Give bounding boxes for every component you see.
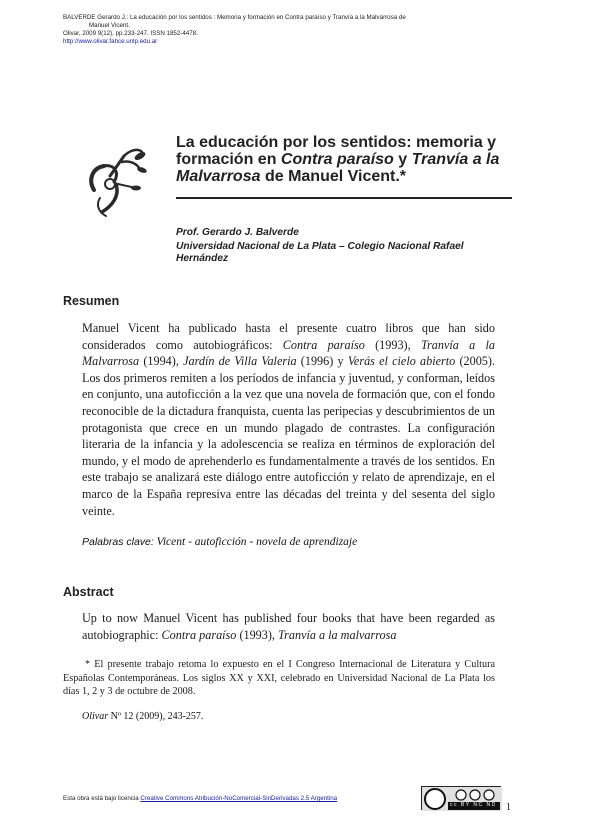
header-citation-line-1: BALVERDE Gerardo J.: La educación por los sentidos : Memoria y formación en Contra paraíso y Tranvía a la Malvarrosa de (63, 14, 406, 21)
keywords-label: Palabras clave: (82, 536, 154, 548)
page-number: 1 (506, 802, 511, 813)
running-header (63, 14, 533, 46)
footnote: * El presente trabajo retoma lo expuesto en el I Congreso Internacional de Literatura y Cultura Españolas Contemporáneas. Los siglos XX y XXI, celebrado en Universidad Nacional de La Plata los días 1, 2 y 3 de octubre de 2008. (63, 659, 495, 697)
keywords (82, 536, 357, 548)
author-affiliation: Universidad Nacional de La Plata – Colegio Nacional Rafael Hernández (176, 241, 464, 264)
abstract-paragraph: Up to now Manuel Vicent has published four books that have been regarded as autobiographic: Contra paraíso (1993), Tranvía a la malvarrosa (82, 611, 495, 642)
license-notice: Esta obra está bajo licencia Creative Commons Atribución-NoComercial-SinDerivadas 2.5 Argentina (63, 795, 338, 802)
resumen-heading: Resumen (63, 294, 120, 308)
journal-logo-icon (80, 140, 162, 222)
journal-citation: Olivar Nº 12 (2009), 243-257. (82, 711, 204, 722)
license-link[interactable]: Creative Commons Atribución-NoComercial-SinDerivadas 2.5 Argentina (140, 795, 338, 802)
title-rule (176, 197, 512, 199)
creative-commons-badge-icon[interactable]: cc BY NC ND (421, 786, 501, 810)
author-name: Prof. Gerardo J. Balverde (176, 227, 299, 238)
article-title: La educación por los sentidos: memoria y formación en Contra paraíso y Tranvía a la Malvarrosa de Manuel Vicent.* (176, 134, 500, 185)
resumen-paragraph: Manuel Vicent ha publicado hasta el presente cuatro libros que han sido considerados como autobiográficos: Contra paraíso (1993), Tranvía a la Malvarrosa (1994), Jardín de Villa Valeria (1996) y Verás el cielo abierto (2005). Los dos primeros remiten a los períodos de infancia y juventud, y conforman, leídos en conjunto, una autoficción a la vez que una novela de formación que, con el fondo reconocible de la dictadura franquista, cuenta las peripecias y descubrimientos de un protagonista que crece en un mundo plagado de contrastes. La configuración literaria de la infancia y la adolescencia se realiza en términos de exploración del mundo, y el modo de aprehenderlo es fundamentalmente a través de los sentidos. En este trabajo se analizará este diálogo entre autoficción y relato de aprendizaje, en el marco de la España represiva entre las décadas del treinta y del sesenta del siglo veinte. (82, 321, 495, 518)
header-url-link[interactable]: http://www.olivar.fahce.unlp.edu.ar (63, 38, 158, 45)
header-citation-line-2: Manuel Vicent. (89, 22, 130, 29)
keywords-list: Vicent - autoficción - novela de aprendizaje (156, 536, 358, 548)
header-citation-line-3: Olivar, 2009 9(12), pp.233-247. ISSN 1852-4478. (63, 30, 198, 37)
abstract-heading: Abstract (63, 585, 114, 599)
